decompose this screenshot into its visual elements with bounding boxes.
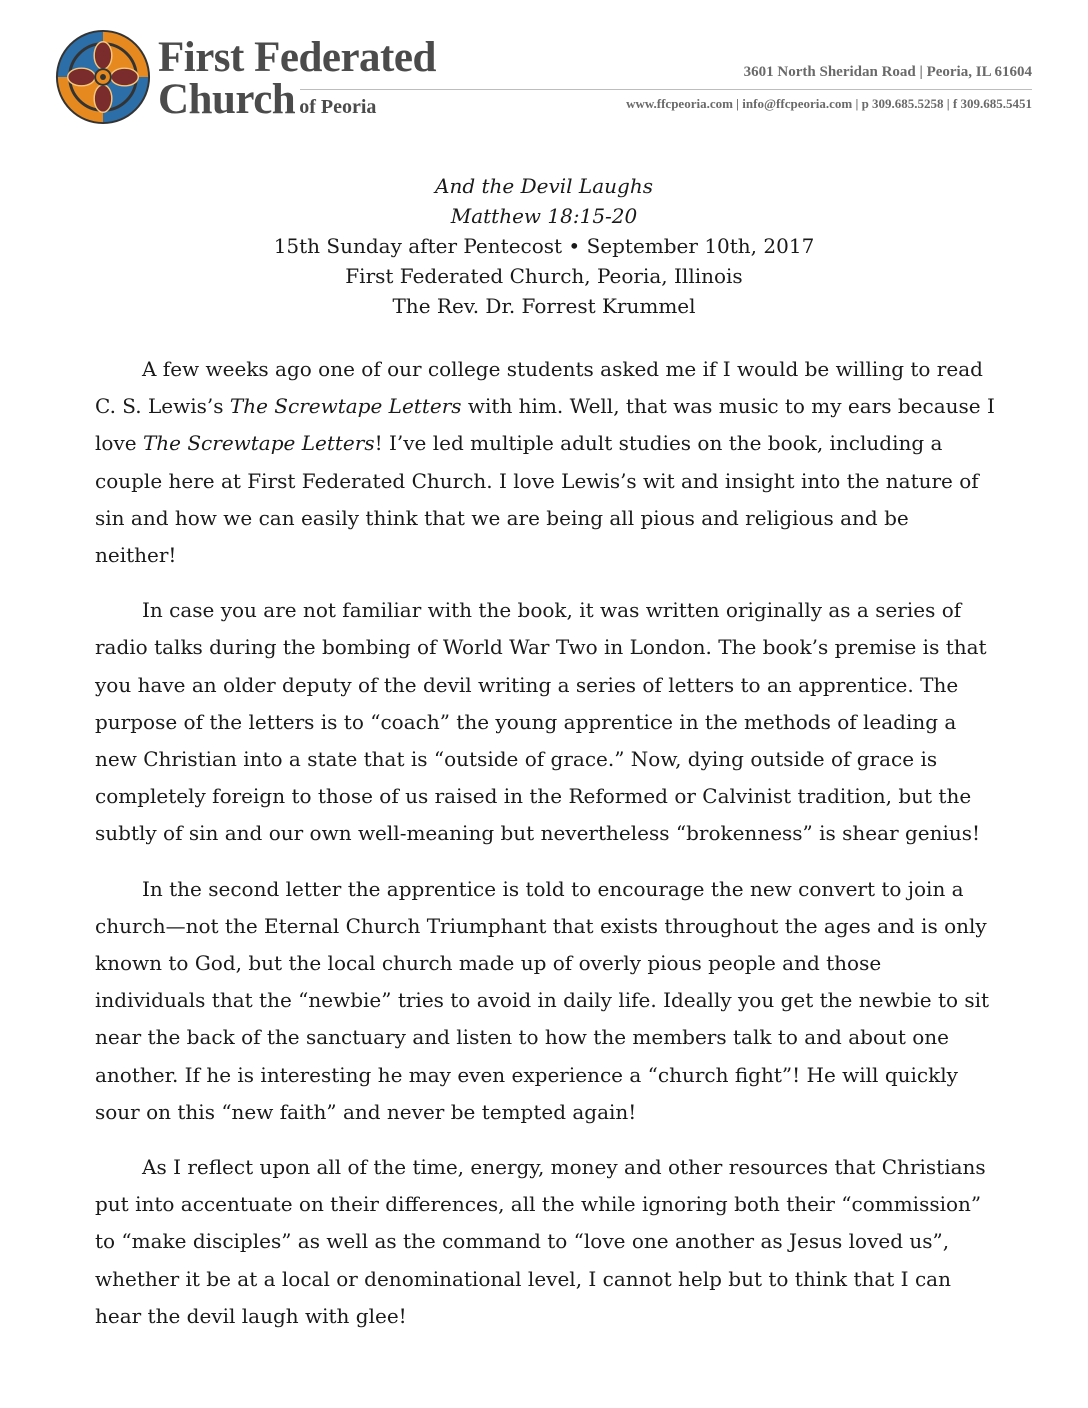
sermon-scripture: Matthew 18:15-20 xyxy=(450,204,638,228)
sermon-body xyxy=(95,351,995,1353)
church-logo-icon xyxy=(54,28,152,126)
book-title: The Screwtape Letters xyxy=(229,394,462,419)
paragraph-4: As I reflect upon all of the time, energy, money and other resources that Christians put into accentuate on their differences, all the while ignoring both their “commission” to “make disciples” as well as the command to “love one another as Jesus loved us”, whether it be at a local or denominational level, I cannot help but to think that I can hear the devil laugh with glee! xyxy=(95,1155,986,1328)
church-address: 3601 North Sheridan Road | Peoria, IL 61604 xyxy=(743,64,1032,80)
org-name-line1: First Federated xyxy=(158,34,436,81)
letterhead xyxy=(0,0,1088,140)
sermon-place: First Federated Church, Peoria, Illinois xyxy=(345,264,743,288)
paragraph-1-text-c: with him. Well, that was music to my ears because I love xyxy=(95,394,995,456)
org-name-line2 xyxy=(158,78,376,121)
sermon-preacher: The Rev. Dr. Forrest Krummel xyxy=(392,294,696,318)
book-title: The Screwtape Letters xyxy=(142,431,375,456)
paragraph-3: In the second letter the apprentice is told to encourage the new convert to join a church—not the Eternal Church Triumphant that exists throughout the ages and is only known to God, but the local church made up of overly pious people and those individuals that the “newbie” tries to avoid in daily life. Ideally you get the newbie to sit near the back of the sanctuary and listen to how the members talk to and about one another. If he is interesting he may even experience a “church fight”! He will quickly sour on this “new faith” and never be tempted again! xyxy=(95,876,990,1124)
letterhead-divider xyxy=(300,89,1032,90)
sermon-header xyxy=(0,171,1088,321)
sermon-occasion: 15th Sunday after Pentecost • September 10th, 2017 xyxy=(273,234,815,258)
paragraph-1-text-a: A few weeks ago one of our college students asked me if I would be willing to read C. S. Lewis’s xyxy=(95,357,983,419)
org-name-of-peoria: of Peoria xyxy=(299,96,377,118)
paragraph-2: In case you are not familiar with the book, it was written originally as a series of radio talks during the bombing of World War Two in London. The book’s premise is that you have an older deputy of the devil writing a series of letters to an apprentice. The purpose of the letters is to “coach” the young apprentice in the methods of leading a new Christian into a state that is “outside of grace.” Now, dying outside of grace is completely foreign to those of us raised in the Reformed or Calvinist tradition, but the subtly of sin and our own well-meaning but nevertheless “brokenness” is shear genius! xyxy=(95,598,987,846)
paragraph-1-text-e: ! I’ve led multiple adult studies on the book, including a couple here at First Federated Church. I love Lewis’s wit and insight into the nature of sin and how we can easily think that we are being all pious and religious and be neither! xyxy=(95,431,979,568)
sermon-title: And the Devil Laughs xyxy=(435,174,653,198)
org-name-church: Church xyxy=(158,76,296,123)
paragraph-1 xyxy=(95,351,995,574)
church-contact-info: www.ffcpeoria.com | info@ffcpeoria.com | p 309.685.5258 | f 309.685.5451 xyxy=(626,96,1032,111)
